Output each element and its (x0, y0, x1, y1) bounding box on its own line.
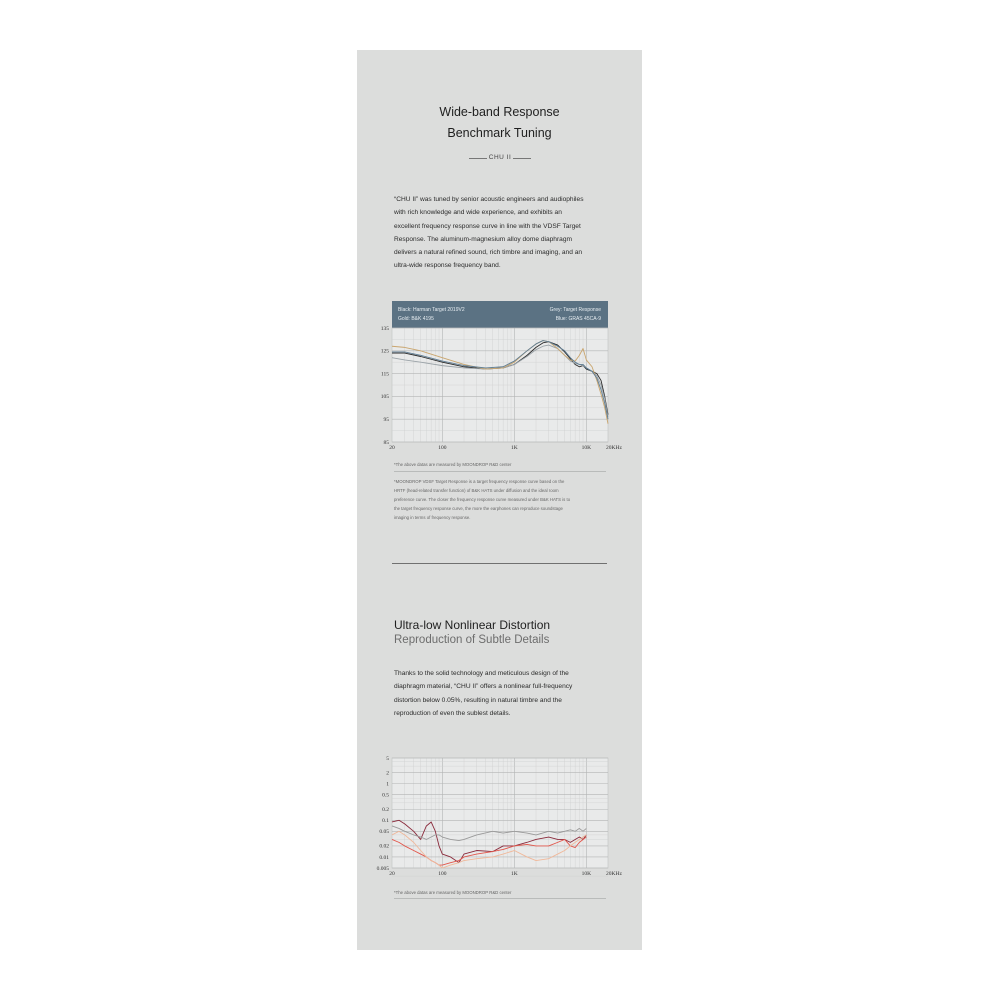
legend-gold: Gold: B&K 4195 (398, 316, 434, 322)
y-tick-label: 2 (386, 770, 389, 777)
y-tick-label: 85 (383, 439, 389, 446)
plot-area (392, 758, 608, 868)
description-line: Thanks to the solid technology and meticulous design of the (394, 670, 569, 677)
section2-title: Ultra-low Nonlinear Distortion (394, 618, 551, 632)
product-panel (357, 50, 642, 950)
x-tick-label: 1K (510, 871, 518, 877)
note-divider (394, 898, 606, 899)
section1-description (394, 193, 634, 273)
y-tick-label: 0.02 (379, 843, 389, 850)
frequency-response-chart (357, 320, 642, 455)
legend-grey: Grey: Target Response (549, 307, 601, 313)
description-line: ultra-wide response frequency band. (394, 262, 501, 270)
vdsf-note-line: *MOONDROP VDSF Target Response is a target frequency response curve based on the (394, 479, 565, 484)
x-tick-label: 10K (581, 871, 592, 877)
chu-ii-badge (469, 154, 531, 164)
y-tick-label: 135 (380, 325, 389, 332)
vdsf-note-line: imaging in terms of frequency response. (394, 515, 471, 520)
badge-right-rule (513, 158, 531, 159)
legend-black: Black: Harman Target 2019V2 (398, 307, 465, 313)
vdsf-note-line: HRTF (head-related transfer function) of B&K HATS under diffusion and the ideal room (394, 488, 559, 493)
description-line: with rich knowledge and wide experience, and exhibits an (394, 209, 562, 217)
section-divider (392, 563, 607, 564)
y-tick-label: 105 (380, 394, 389, 401)
y-tick-label: 5 (386, 755, 389, 762)
y-tick-label: 95 (383, 417, 389, 423)
description-line: excellent frequency response curve in line with the VDSF Target (394, 222, 581, 230)
x-tick-label: 10K (581, 445, 592, 451)
description-line: distortion below 0.05%, resulting in natural timbre and the (394, 696, 562, 704)
thd-measure-note: *The above datas are measured by MOONDROP R&D center (394, 890, 512, 895)
distortion-chart (357, 750, 642, 885)
y-tick-label: 0.2 (382, 807, 389, 814)
section1-title-line1: Wide-band Response (439, 105, 560, 119)
fr-measure-note: *The above datas are measured by MOONDROP R&D center (394, 462, 512, 467)
x-tick-label: 1K (510, 445, 518, 451)
y-tick-label: 0.1 (382, 818, 389, 825)
section1-title-line2: Benchmark Tuning (447, 126, 552, 140)
y-tick-label: 0.005 (376, 865, 389, 872)
y-tick-label: 1 (386, 781, 389, 788)
note-divider (394, 471, 606, 472)
y-tick-label: 0.01 (379, 854, 389, 861)
section2-subtitle: Reproduction of Subtle Details (394, 634, 550, 646)
y-tick-label: 0.05 (379, 829, 389, 836)
description-line: Response. The aluminum-magnesium alloy dome diaphragm (394, 235, 572, 243)
x-tick-label: 20 (389, 445, 395, 451)
vdsf-note-line: the target frequency response curve, the more the earphones can reproduce soundstage (394, 506, 563, 511)
section2-description (394, 667, 634, 720)
y-tick-label: 125 (380, 348, 389, 355)
description-line: reproduction of even the sublest details. (394, 709, 511, 717)
x-tick-label: 20KHz (606, 871, 622, 877)
vdsf-note (394, 477, 619, 522)
legend-blue: Blue: GRAS 45CA-9 (555, 316, 601, 322)
x-tick-label: 20KHz (606, 445, 622, 451)
badge-label: CHU II (488, 154, 512, 161)
x-tick-label: 100 (438, 445, 447, 451)
x-tick-label: 20 (389, 871, 395, 877)
description-line: delivers a natural refined sound, rich timbre and imaging, and an (394, 249, 583, 257)
description-line: diaphragm material, “CHU II” offers a nonlinear full-frequency (394, 683, 573, 691)
y-tick-label: 0.5 (382, 792, 389, 799)
x-tick-label: 100 (438, 871, 447, 877)
description-line: “CHU II” was tuned by senior acoustic engineers and audiophiles (394, 196, 584, 203)
y-tick-label: 115 (380, 371, 389, 378)
vdsf-note-line: preference curve. The closer the frequency response curve measured under B&K HATS is to (394, 497, 571, 502)
